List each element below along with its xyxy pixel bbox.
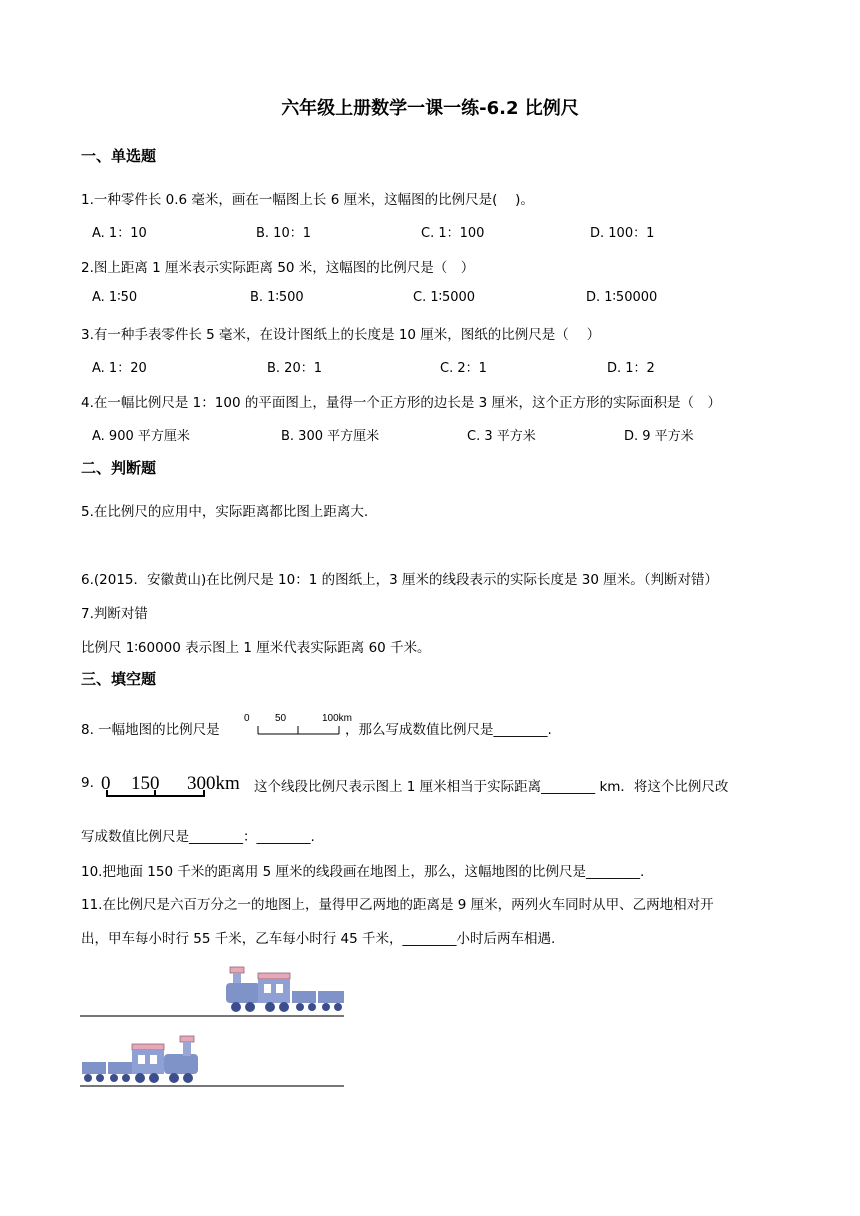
q9-scale-label-0: 0 bbox=[101, 773, 111, 794]
q9-scale-label-150: 150 bbox=[131, 773, 160, 794]
train-top bbox=[226, 967, 344, 1012]
question-11-line2: 出，甲车每小时行 55 千米，乙车每小时行 45 千米，________小时后两车相遇. bbox=[81, 931, 556, 947]
question-1: 1.一种零件长 0.6 毫米，画在一幅图上长 6 厘米，这幅图的比例尺是( )。 bbox=[81, 192, 534, 208]
q4-option-c: C. 3 平方米 bbox=[467, 429, 536, 444]
q8-scale-label-50: 50 bbox=[275, 713, 287, 724]
question-2: 2.图上距离 1 厘米表示实际距离 50 米，这幅图的比例尺是（ ） bbox=[81, 260, 475, 276]
question-3: 3.有一种手表零件长 5 毫米，在设计图纸上的长度是 10 厘米，图纸的比例尺是（ ） bbox=[81, 327, 601, 343]
train-bottom bbox=[82, 1036, 198, 1083]
question-7: 7.判断对错 bbox=[81, 606, 148, 622]
train-icon bbox=[80, 1028, 346, 1090]
question-9-line2: 写成数值比例尺是________：________. bbox=[81, 829, 315, 845]
line-scale-bar-q9 bbox=[101, 771, 251, 801]
q3-option-b: B. 20：1 bbox=[267, 361, 322, 376]
q3-option-a: A. 1：20 bbox=[92, 361, 147, 376]
q4-option-d: D. 9 平方米 bbox=[624, 429, 694, 444]
q8-scale-label-100km: 100km bbox=[322, 713, 353, 724]
question-8-prefix: 8. 一幅地图的比例尺是 bbox=[81, 722, 220, 738]
question-9-suffix: 这个线段比例尺表示图上 1 厘米相当于实际距离________ km．将这个比例尺改 bbox=[254, 779, 729, 795]
q9-scale-label-300km: 300km bbox=[187, 773, 240, 794]
question-4: 4.在一幅比例尺是 1：100 的平面图上，量得一个正方形的边长是 3 厘米，这个正方形的实际面积是（ ） bbox=[81, 395, 721, 411]
q3-option-d: D. 1：2 bbox=[607, 361, 655, 376]
q2-option-c: C. 1∶5000 bbox=[413, 290, 476, 305]
q3-option-c: C. 2：1 bbox=[440, 361, 487, 376]
question-7-statement: 比例尺 1∶60000 表示图上 1 厘米代表实际距离 60 千米。 bbox=[81, 640, 431, 656]
q1-option-d: D. 100：1 bbox=[590, 226, 655, 241]
question-11: 11.在比例尺是六百万分之一的地图上，量得甲乙两地的距离是 9 厘米，两列火车同时从甲、乙两地相对开 bbox=[81, 897, 714, 913]
question-10: 10.把地面 150 千米的距离用 5 厘米的线段画在地图上，那么，这幅地图的比例尺是________. bbox=[81, 864, 645, 880]
q1-option-b: B. 10：1 bbox=[256, 226, 311, 241]
section-heading-single-choice: 一、单选题 bbox=[81, 147, 157, 165]
line-scale-bar-q8 bbox=[244, 710, 353, 740]
q1-option-c: C. 1：100 bbox=[421, 226, 485, 241]
q2-option-d: D. 1∶50000 bbox=[586, 290, 658, 305]
q8-scale-label-0: 0 bbox=[244, 713, 250, 724]
q1-option-a: A. 1：10 bbox=[92, 226, 147, 241]
q2-option-a: A. 1∶50 bbox=[92, 290, 138, 305]
q4-option-b: B. 300 平方厘米 bbox=[281, 429, 380, 444]
question-8-suffix: ，那么写成数值比例尺是________. bbox=[345, 722, 552, 738]
question-9-prefix: 9. bbox=[81, 775, 94, 791]
section-heading-true-false: 二、判断题 bbox=[81, 459, 157, 477]
q2-option-b: B. 1∶500 bbox=[250, 290, 304, 305]
q4-option-a: A. 900 平方厘米 bbox=[92, 429, 190, 444]
question-6: 6.(2015．安徽黄山)在比例尺是 10：1 的图纸上，3 厘米的线段表示的实际长度是 30 厘米。（判断对错） bbox=[81, 572, 719, 588]
question-5: 5.在比例尺的应用中，实际距离都比图上距离大. bbox=[81, 504, 369, 520]
section-heading-fill-blank: 三、填空题 bbox=[81, 670, 157, 688]
train-icon bbox=[80, 963, 346, 1019]
page-title: 六年级上册数学一课一练-6.2 比例尺 bbox=[281, 98, 579, 119]
